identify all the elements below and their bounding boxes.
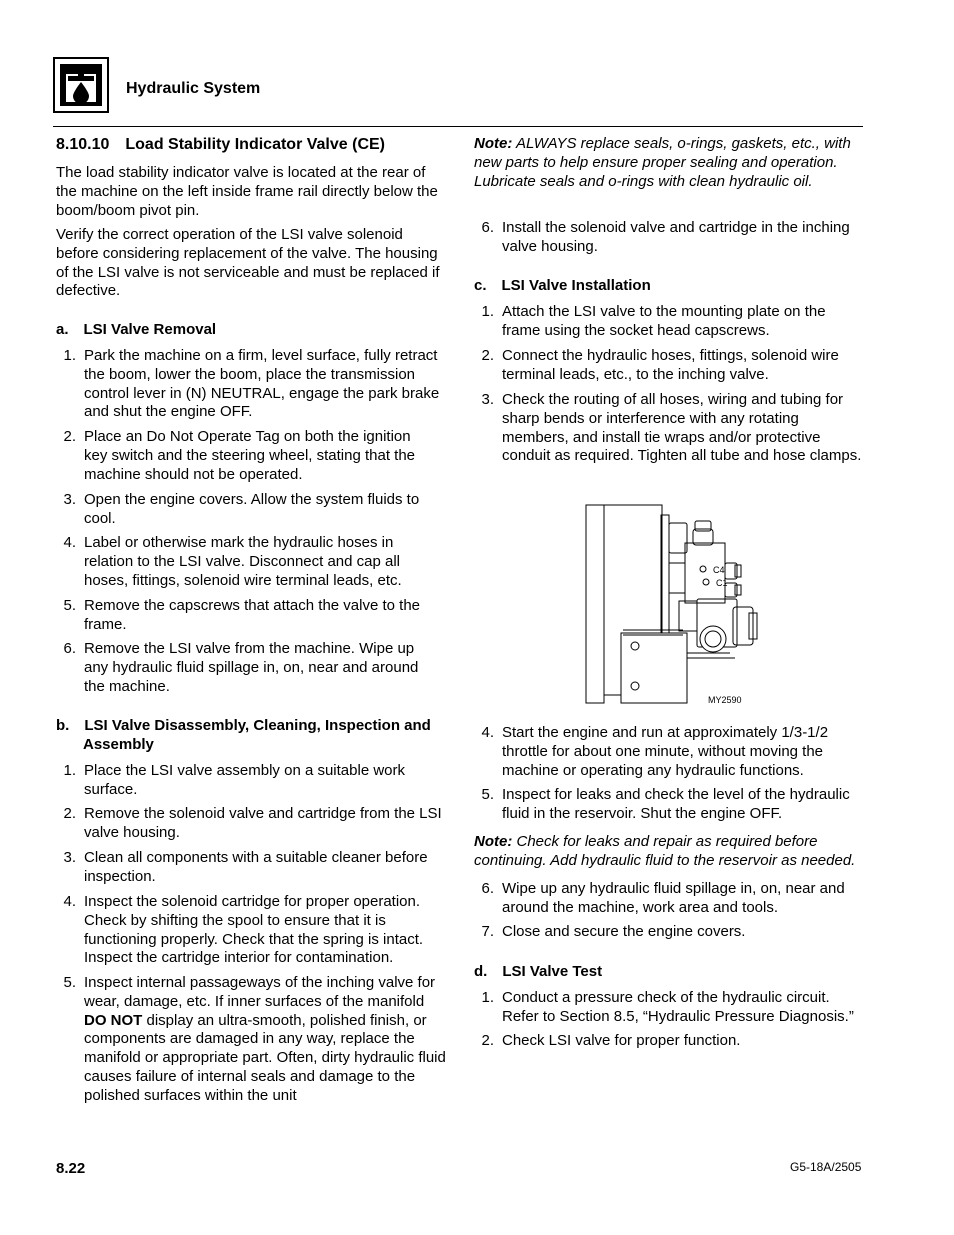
note-2: Note: Check for leaks and repair as required before continuing. Add hydraulic fluid to the reservoir as needed. <box>474 833 856 869</box>
section-title: 8.10.10 Load Stability Indicator Valve (CE) <box>56 136 385 153</box>
subsection-d-title: d. LSI Valve Test <box>474 963 603 980</box>
port-label-c1: C1 <box>716 578 728 588</box>
lsi-valve-illustration-icon <box>585 503 795 708</box>
subsection-a-title: a. LSI Valve Removal <box>56 321 217 338</box>
header-title: Hydraulic System <box>126 80 261 97</box>
subsection-b-title: b. LSI Valve Disassembly, Cleaning, Inspection and Assembly <box>56 717 431 753</box>
intro-paragraph-2: Verify the correct operation of the LSI valve solenoid before considering replacement of the valve. The housing of the LSI valve is not serviceable and must be replaced if defective. <box>56 226 440 300</box>
document-code: G5-18A/2505 <box>790 1160 862 1174</box>
note-1: Note: ALWAYS replace seals, o-rings, gaskets, etc., with new parts to help ensure proper sealing and operation. Lubricate seals and o-rings with clean hydraulic oil. <box>474 135 851 190</box>
intro-paragraph-1: The load stability indicator valve is located at the rear of the machine on the left inside frame rail directly below the boom/boom pivot pin. <box>56 164 438 219</box>
page-number: 8.22 <box>56 1160 86 1177</box>
emphasis-do-not: DO NOT <box>84 1011 143 1029</box>
subsection-c-title: c. LSI Valve Installation <box>474 277 651 294</box>
port-label-c4: C4 <box>713 565 725 575</box>
figure-code: MY2590 <box>708 695 742 705</box>
lsi-valve-figure <box>585 503 795 708</box>
hydraulic-system-logo-icon <box>53 57 109 113</box>
header-rule <box>53 126 863 127</box>
